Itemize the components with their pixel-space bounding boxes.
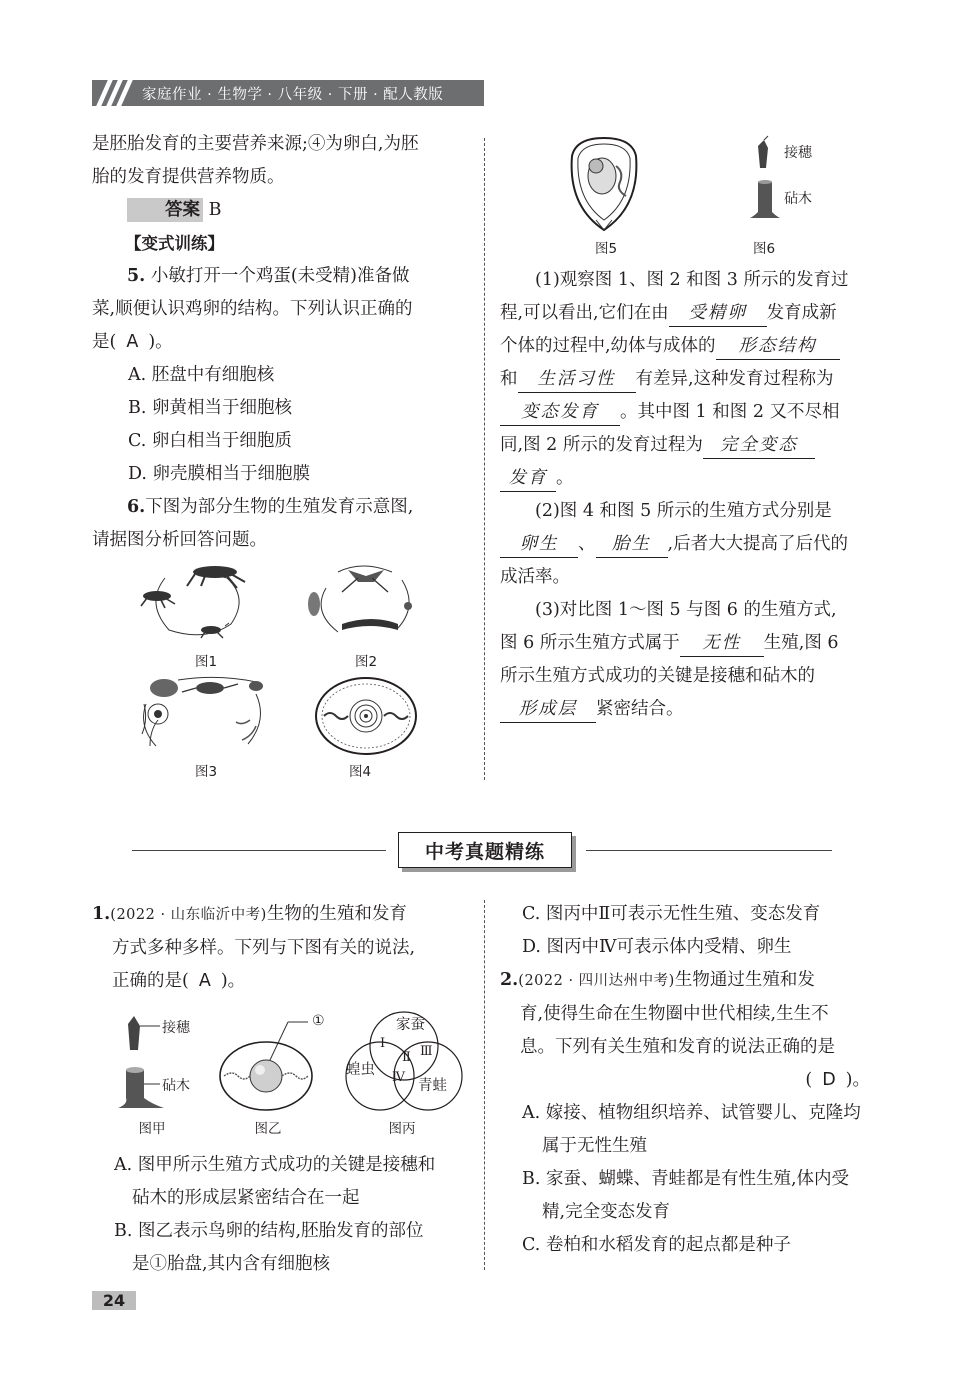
exam-q2-line-1: 2.(2022 · 四川达州中考)生物通过生殖和发	[500, 970, 815, 990]
q5-option-b: B. 卵黄相当于细胞核	[128, 398, 292, 418]
exam-q2-source: (2022 · 四川达州中考)	[518, 973, 675, 989]
p1-line-2: 程,可以看出,它们在由 受精卵 发育成新	[500, 297, 878, 330]
p2-line-3: 成活率。	[500, 567, 570, 587]
intro-line-1: 是胚胎发育的主要营养来源;④为卵白,为胚	[92, 134, 419, 154]
figure-3-frog-cycle	[138, 674, 268, 752]
figure-6-stock-label: 砧木	[784, 191, 812, 207]
figure-6-scion-label: 接穗	[784, 145, 812, 161]
figure-2-caption: 图2	[354, 654, 378, 670]
exam-q2-option-c: C. 卷柏和水稻发育的起点都是种子	[522, 1235, 791, 1255]
exam-fig-marker-1: ①	[312, 1013, 325, 1029]
page-number: 24	[92, 1291, 136, 1310]
q6-number: 6.	[127, 497, 146, 517]
p3-line-1: (3)对比图 1～图 5 与图 6 的生殖方式,	[535, 600, 837, 620]
exam-q1-line-2: 方式多种多样。下列与下图有关的说法,	[112, 938, 416, 958]
venn-region-2: Ⅱ	[402, 1050, 411, 1065]
exam-fig-stock-label: 砧木	[162, 1078, 190, 1094]
p1-line-3: 个体的过程中,幼体与成体的 形态结构	[500, 330, 878, 363]
answer-line	[92, 194, 470, 227]
left-column	[92, 128, 470, 557]
exam-fig-scion-label: 接穗	[162, 1020, 190, 1036]
exam-q1-number: 1.	[92, 904, 111, 924]
q6-text-1: 下图为部分生物的生殖发育示意图,	[145, 497, 414, 517]
exam-left-column	[92, 898, 472, 998]
p1-line-1: (1)观察图 1、图 2 和图 3 所示的发育过	[535, 270, 849, 290]
q5-text-1: 小敏打开一个鸡蛋(未受精)准备做	[150, 266, 410, 286]
header-title: 家庭作业 · 生物学 · 八年级 · 下册 · 配人教版	[142, 86, 444, 103]
venn-region-3: Ⅲ	[420, 1044, 433, 1059]
exam-q1-option-d: D. 图丙中Ⅳ可表示体内受精、卵生	[522, 937, 792, 957]
column-divider-upper	[484, 138, 485, 780]
exam-q1-source: (2022 · 山东临沂中考)	[110, 907, 267, 923]
exam-q2-option-a-2: 属于无性生殖	[542, 1136, 647, 1156]
q5-option-c: C. 卵白相当于细胞质	[128, 431, 292, 451]
venn-region-4: Ⅳ	[392, 1070, 405, 1085]
figure-1-grasshopper-cycle	[135, 558, 253, 642]
exam-q1-option-c: C. 图丙中Ⅱ可表示无性生殖、变态发育	[522, 904, 821, 924]
figure-4-bird-egg	[314, 676, 418, 756]
exam-q2-line-3: 息。下列有关生殖和发育的说法正确的是	[520, 1037, 835, 1057]
intro-line-2: 胎的发育提供营养物质。	[92, 167, 285, 187]
p1-line-4: 和 生活习性 有差异,这种发育过程称为	[500, 363, 878, 396]
exam-q1-option-a-1: A. 图甲所示生殖方式成功的关键是接穗和	[114, 1155, 436, 1175]
p3-line-3: 所示生殖方式成功的关键是接穗和砧木的	[500, 666, 815, 686]
exam-q1-options-left	[92, 1149, 472, 1281]
figure-6-grafting	[746, 136, 780, 220]
blank-complete-metamorphosis-a: 完全变态	[703, 432, 815, 459]
column-divider-lower	[484, 900, 485, 1270]
p1-line-6: 同,图 2 所示的发育过程为 完全变态	[500, 429, 878, 462]
running-header	[92, 80, 484, 106]
q5-line-2: 菜,顺便认识鸡卵的结构。下列认识正确的	[92, 299, 413, 319]
section-rule-right	[586, 850, 832, 851]
exam-figure-jia-grafting	[114, 1012, 168, 1110]
figure-1-caption: 图1	[194, 654, 218, 670]
blank-metamorphosis: 变态发育	[500, 399, 620, 426]
q5-line-1	[92, 260, 470, 293]
q6-line-1	[92, 491, 470, 524]
venn-silkworm: 家蚕	[396, 1017, 425, 1033]
q5-number: 5.	[127, 266, 146, 286]
p2-line-2: 卵生 、 胎生 ,后者大大提高了后代的	[500, 528, 878, 561]
blank-complete-metamorphosis-b: 发育	[500, 465, 556, 492]
q5-option-a: A. 胚盘中有细胞核	[128, 365, 275, 385]
exam-q1-answer: A	[198, 971, 211, 991]
blank-asexual: 无性	[680, 630, 764, 657]
q5-answer: A	[126, 332, 139, 352]
section-title: 中考真题精练	[398, 832, 572, 868]
blank-fertilized-egg: 受精卵	[669, 300, 767, 327]
blank-viviparous: 胎生	[596, 531, 668, 558]
exam-q2-line-2: 育,使得生命在生物圈中世代相续,生生不	[520, 1004, 829, 1024]
blank-oviparous: 卵生	[500, 531, 578, 558]
blank-morphology: 形态结构	[716, 333, 840, 360]
exam-q1-option-b-1: B. 图乙表示鸟卵的结构,胚胎发育的部位	[114, 1221, 424, 1241]
q5-line-3: 是( A )。	[92, 332, 173, 352]
exam-q2-option-a-1: A. 嫁接、植物组织培养、试管婴儿、克隆均	[522, 1103, 861, 1123]
section-rule-left	[132, 850, 386, 851]
right-column	[500, 264, 878, 726]
p2-line-1: (2)图 4 和图 5 所示的生殖方式分别是	[535, 501, 832, 521]
venn-region-1: Ⅰ	[380, 1036, 386, 1051]
exam-q1-line-1: 1.(2022 · 山东临沂中考)生物的生殖和发育	[92, 904, 407, 924]
exam-right-column	[500, 898, 878, 1262]
figure-3-caption: 图3	[194, 764, 218, 780]
answer-tag: 答案	[127, 198, 203, 222]
exam-q2-option-b-1: B. 家蚕、蝴蝶、青蛙都是有性生殖,体内受	[522, 1169, 850, 1189]
venn-locust: 蝗虫	[346, 1062, 375, 1078]
figure-5-fetus-in-womb	[566, 136, 642, 232]
p3-line-2: 图 6 所示生殖方式属于 无性 生殖,图 6	[500, 627, 878, 660]
q6-line-2: 请据图分析回答问题。	[92, 530, 267, 550]
header-slashes-decoration	[92, 80, 138, 106]
exam-q1-line-3: 正确的是( A )。	[112, 971, 246, 991]
p1-line-7: 发育 。	[500, 462, 878, 495]
figure-2-moth-cycle	[302, 560, 424, 642]
figure-6-caption: 图6	[752, 241, 776, 257]
venn-frog: 青蛙	[418, 1078, 447, 1094]
exam-fig-caption-bing: 图丙	[388, 1121, 416, 1137]
q5-option-d: D. 卵壳膜相当于细胞膜	[128, 464, 311, 484]
exam-fig-caption-jia: 图甲	[138, 1121, 166, 1137]
exam-q2-answer: D	[822, 1070, 836, 1090]
p3-line-4: 形成层 紧密结合。	[500, 693, 878, 726]
exam-q1-option-a-2: 砧木的形成层紧密结合在一起	[132, 1188, 360, 1208]
figure-5-caption: 图5	[594, 241, 618, 257]
exam-q2-option-b-2: 精,完全变态发育	[542, 1202, 671, 1222]
exam-q1-option-b-2: 是①胎盘,其内含有细胞核	[132, 1254, 331, 1274]
variant-title: 【变式训练】	[125, 234, 224, 253]
exam-fig-caption-yi: 图乙	[254, 1121, 282, 1137]
exam-figure-yi-egg	[214, 1014, 324, 1114]
blank-habits: 生活习性	[518, 366, 636, 393]
exam-q2-answer-line: ( D )。	[805, 1070, 870, 1090]
exam-q2-number: 2.	[500, 970, 519, 990]
answer-value: B	[208, 200, 222, 220]
blank-cambium: 形成层	[500, 696, 596, 723]
figure-4-caption: 图4	[348, 764, 372, 780]
p1-line-5: 变态发育 。其中图 1 和图 2 又不尽相	[500, 396, 878, 429]
